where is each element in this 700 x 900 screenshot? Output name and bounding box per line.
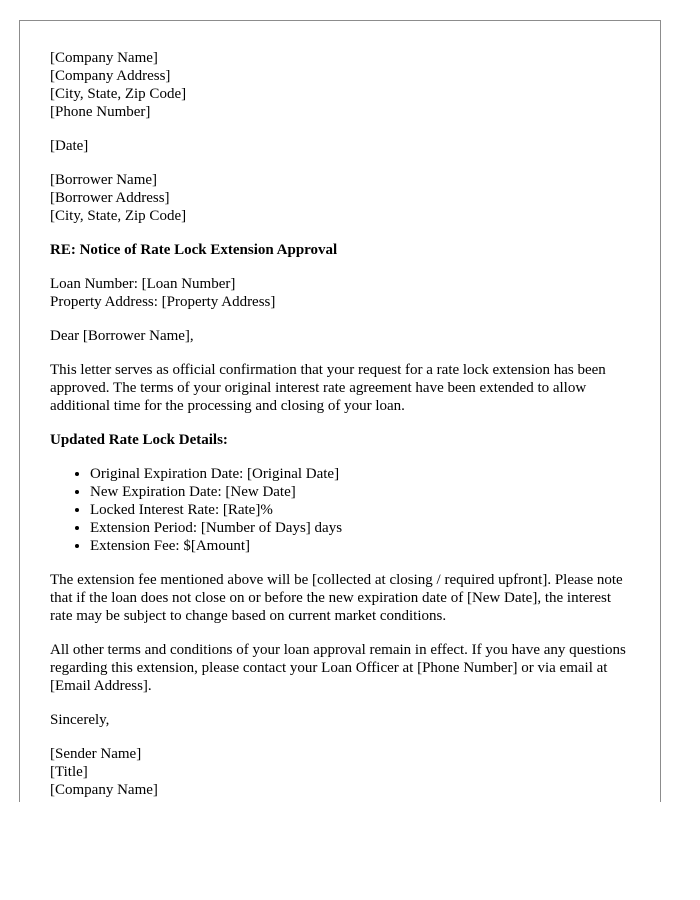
recipient-city-state-zip: [City, State, Zip Code] (50, 208, 187, 224)
sender-phone: [Phone Number] (50, 104, 151, 120)
signature-company-name: [Company Name] (50, 782, 158, 798)
subject-line: RE: Notice of Rate Lock Extension Approval (50, 242, 338, 258)
sender-block (50, 49, 630, 121)
list-item: • Extension Period: [Number of Days] days (90, 519, 630, 537)
letter-page (19, 20, 661, 802)
sender-name: [Sender Name] (50, 746, 142, 762)
list-item: • Extension Fee: $[Amount] (90, 537, 630, 555)
sender-city-state-zip: [City, State, Zip Code] (50, 86, 187, 102)
closing-note-paragraph: All other terms and conditions of your loan approval remain in effect. If you have any questions regarding this extension, please contact your Loan Officer at [Phone Number] or via email at [Email Address]. (50, 642, 626, 694)
fee-note-paragraph: The extension fee mentioned above will be [collected at closing / required upfront]. Please note that if the loan does not close on or before the new expiration date of [New Date], the interest rate may be subject to change based on current market conditions. (50, 572, 623, 624)
loan-info-block (50, 275, 630, 311)
recipient-address: [Borrower Address] (50, 190, 170, 206)
rate-lock-details-list (50, 465, 630, 555)
recipient-block (50, 171, 630, 225)
details-heading: Updated Rate Lock Details: (50, 432, 228, 448)
loan-number: Loan Number: [Loan Number] (50, 276, 236, 292)
intro-paragraph: This letter serves as official confirmation that your request for a rate lock extension has been approved. The terms of your original interest rate agreement have been extended to allow additional time for the processing and closing of your loan. (50, 362, 606, 414)
salutation: Dear [Borrower Name], (50, 328, 194, 344)
list-item: • Locked Interest Rate: [Rate]% (90, 501, 630, 519)
signature-block (50, 745, 630, 799)
list-item: • Original Expiration Date: [Original Date] (90, 465, 630, 483)
date-block (50, 137, 630, 155)
recipient-name: [Borrower Name] (50, 172, 158, 188)
letter-date: [Date] (50, 138, 89, 154)
list-item: • New Expiration Date: [New Date] (90, 483, 630, 501)
sender-company-name: [Company Name] (50, 50, 158, 66)
complimentary-close: Sincerely, (50, 712, 110, 728)
property-address: Property Address: [Property Address] (50, 294, 276, 310)
sender-company-address: [Company Address] (50, 68, 171, 84)
sender-title: [Title] (50, 764, 88, 780)
